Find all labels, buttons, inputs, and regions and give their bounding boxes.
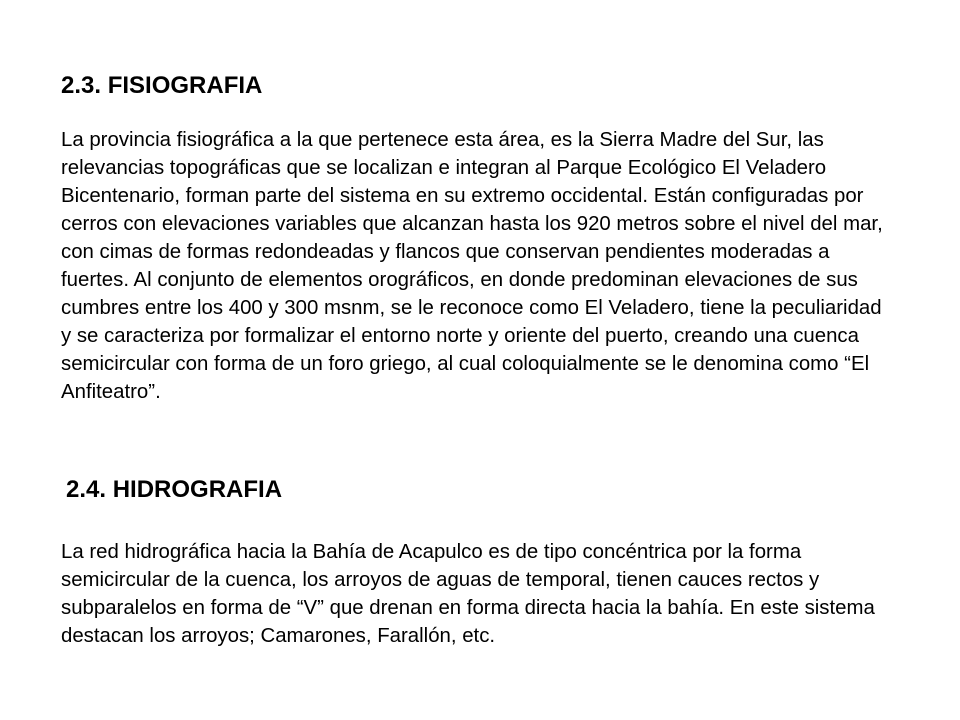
section-paragraph-hidrografia: La red hidrográfica hacia la Bahía de Acapulco es de tipo concéntrica por la forma semicircular de la cuenca, los arroyos de aguas de temporal, tienen cauces rectos y subparalelos en forma de “V” que drenan en forma directa hacia la bahía. En este sistema destacan los arroyos; Camarones, Farallón, etc. [61, 541, 875, 647]
section-heading-fisiografia: 2.3. FISIOGRAFIA [61, 72, 263, 99]
section-heading-hidrografia: 2.4. HIDROGRAFIA [66, 476, 283, 503]
section-paragraph-fisiografia: La provincia fisiográfica a la que pertenece esta área, es la Sierra Madre del Sur, las relevancias topográficas que se localizan e integran al Parque Ecológico El Veladero Bicentenario, forman parte del sistema en su extremo occidental. Están configuradas por cerros con elevaciones variables que alcanzan hasta los 920 metros sobre el nivel del mar, con cimas de formas redondeadas y flancos que conservan pendientes moderadas a fuertes. Al conjunto de elementos orográficos, en donde predominan elevaciones de sus cumbres entre los 400 y 300 msnm, se le reconoce como El Veladero, tiene la peculiaridad y se caracteriza por formalizar el entorno norte y oriente del puerto, creando una cuenca semicircular con forma de un foro griego, al cual coloquialmente se le denomina como “El Anfiteatro”. [61, 129, 883, 403]
